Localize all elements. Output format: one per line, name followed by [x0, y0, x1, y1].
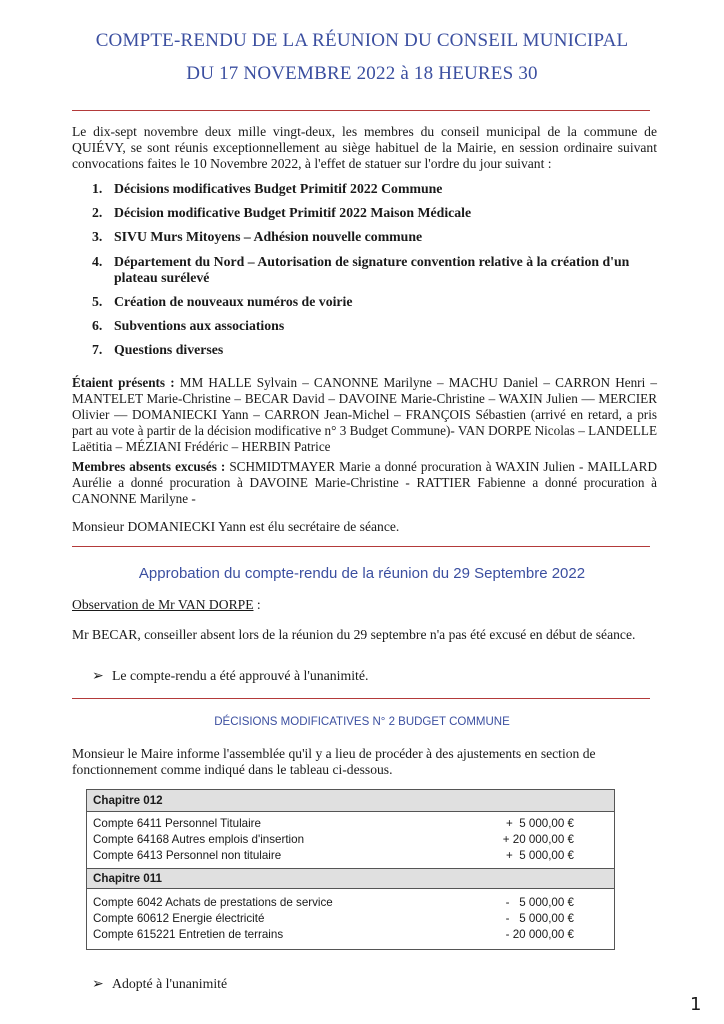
- account-label: Compte 6413 Personnel non titulaire: [93, 849, 282, 862]
- absent-members-paragraph: [72, 459, 657, 507]
- separator-rule: [72, 546, 650, 547]
- present-text: MM HALLE Sylvain – CANONNE Marilyne – MACHU Daniel – CARRON Henri – MANTELET Marie-Christine – BECAR David – DAVOINE Marie-Christine – WAXIN Julien — MERCIER Olivier — DOMANIECKI Yann – CARRON Jean-Michel – FRANÇOIS Sébastien (arrivé en retard, a pris part au vote à partir de la décision modificative n° 3 Budget Commune)- VAN DORPE Nicolas – LANDELLE Laëtitia – MÉZIANI Frédéric – HERBIN Patrice: [72, 375, 657, 454]
- observation-suffix: :: [253, 597, 261, 612]
- account-amount: + 20 000,00 €: [502, 833, 574, 846]
- table-row: [87, 832, 614, 848]
- document-title-line1: COMPTE-RENDU DE LA RÉUNION DU CONSEIL MUNICIPAL: [95, 30, 629, 51]
- dm2-paragraph: Monsieur le Maire informe l'assemblée qu'il y a lieu de procéder à des ajustements en section de fonctionnement comme indiqué dans le tableau ci-dessous.: [72, 746, 596, 777]
- account-amount: - 5 000,00 €: [505, 912, 574, 925]
- absent-label: Membres absents excusés :: [72, 459, 226, 474]
- table-row: [87, 848, 614, 864]
- bullet-arrow-icon: ➢: [92, 976, 104, 991]
- agenda-item-number: 1.: [92, 181, 103, 196]
- present-members-paragraph: [72, 375, 657, 455]
- document-title-line2: DU 17 NOVEMBRE 2022 à 18 HEURES 30: [186, 63, 538, 84]
- account-amount: + 5 000,00 €: [505, 817, 574, 830]
- approval-result: [92, 668, 368, 684]
- dm2-section-title: DÉCISIONS MODIFICATIVES N° 2 BUDGET COMMUNE: [214, 716, 510, 728]
- separator-rule: [72, 698, 650, 699]
- agenda-item-text: Création de nouveaux numéros de voirie: [114, 294, 353, 309]
- page-number: 1: [690, 994, 702, 1015]
- account-label: Compte 64168 Autres emplois d'insertion: [93, 833, 305, 846]
- table-row: [87, 895, 614, 911]
- agenda-item-text: Subventions aux associations: [114, 318, 285, 333]
- account-label: Compte 60612 Energie électricité: [93, 912, 265, 925]
- bullet-arrow-icon: ➢: [92, 668, 104, 683]
- agenda-item-number: 7.: [92, 342, 103, 357]
- table-row: [87, 911, 614, 927]
- agenda-item-text: Département du Nord – Autorisation de signature convention relative à la création d'un plateau surélevé: [114, 254, 630, 285]
- agenda-item-number: 3.: [92, 229, 103, 244]
- chapter-header: Chapitre 011: [87, 869, 614, 889]
- table-row: [87, 816, 614, 832]
- chapter-rows: [87, 812, 614, 869]
- observation-label: Observation de Mr VAN DORPE: [72, 597, 254, 612]
- account-amount: - 20 000,00 €: [505, 928, 574, 941]
- agenda-item-number: 4.: [92, 254, 103, 269]
- dm2-result: [92, 976, 227, 992]
- approval-result-text: Le compte-rendu a été approuvé à l'unanimité.: [112, 668, 369, 683]
- dm2-result-text: Adopté à l'unanimité: [112, 976, 228, 991]
- separator-rule: [72, 110, 650, 111]
- observation-heading: [72, 597, 657, 613]
- chapter-rows: [87, 889, 614, 949]
- budget-table: [86, 789, 615, 950]
- account-label: Compte 6411 Personnel Titulaire: [93, 817, 261, 830]
- chapter-header: Chapitre 012: [87, 790, 614, 812]
- agenda-item-number: 5.: [92, 294, 103, 309]
- agenda-item-number: 2.: [92, 205, 103, 220]
- approval-paragraph: Mr BECAR, conseiller absent lors de la réunion du 29 septembre n'a pas été excusé en début de séance.: [72, 627, 636, 642]
- account-amount: - 5 000,00 €: [505, 896, 574, 909]
- agenda-item-number: 6.: [92, 318, 103, 333]
- present-label: Étaient présents :: [72, 375, 175, 390]
- account-label: Compte 6042 Achats de prestations de service: [93, 896, 333, 909]
- approval-section-title: Approbation du compte-rendu de la réunion du 29 Septembre 2022: [138, 565, 586, 582]
- account-amount: + 5 000,00 €: [505, 849, 574, 862]
- absent-text: SCHMIDTMAYER Marie a donné procuration à WAXIN Julien - MAILLARD Aurélie a donné procuration à DAVOINE Marie-Christine - RATTIER Fabienne a donné procuration à CANONNE Marilyne -: [72, 459, 657, 506]
- table-row: [87, 927, 614, 943]
- agenda-item-text: SIVU Murs Mitoyens – Adhésion nouvelle commune: [114, 229, 423, 244]
- intro-paragraph: Le dix-sept novembre deux mille vingt-deux, les membres du conseil municipal de la commune de QUIÉVY, se sont réunis exceptionnellement au siège habituel de la Mairie, en session ordinaire suivant convocations faites le 10 Novembre 2022, à l'effet de statuer sur l'ordre du jour suivant :: [72, 124, 657, 171]
- agenda-item-text: Questions diverses: [114, 342, 224, 357]
- account-label: Compte 615221 Entretien de terrains: [93, 928, 284, 941]
- agenda-item-text: Décision modificative Budget Primitif 2022 Maison Médicale: [114, 205, 472, 220]
- secretary-line: Monsieur DOMANIECKI Yann est élu secrétaire de séance.: [72, 519, 400, 534]
- agenda-item-text: Décisions modificatives Budget Primitif 2022 Commune: [114, 181, 443, 196]
